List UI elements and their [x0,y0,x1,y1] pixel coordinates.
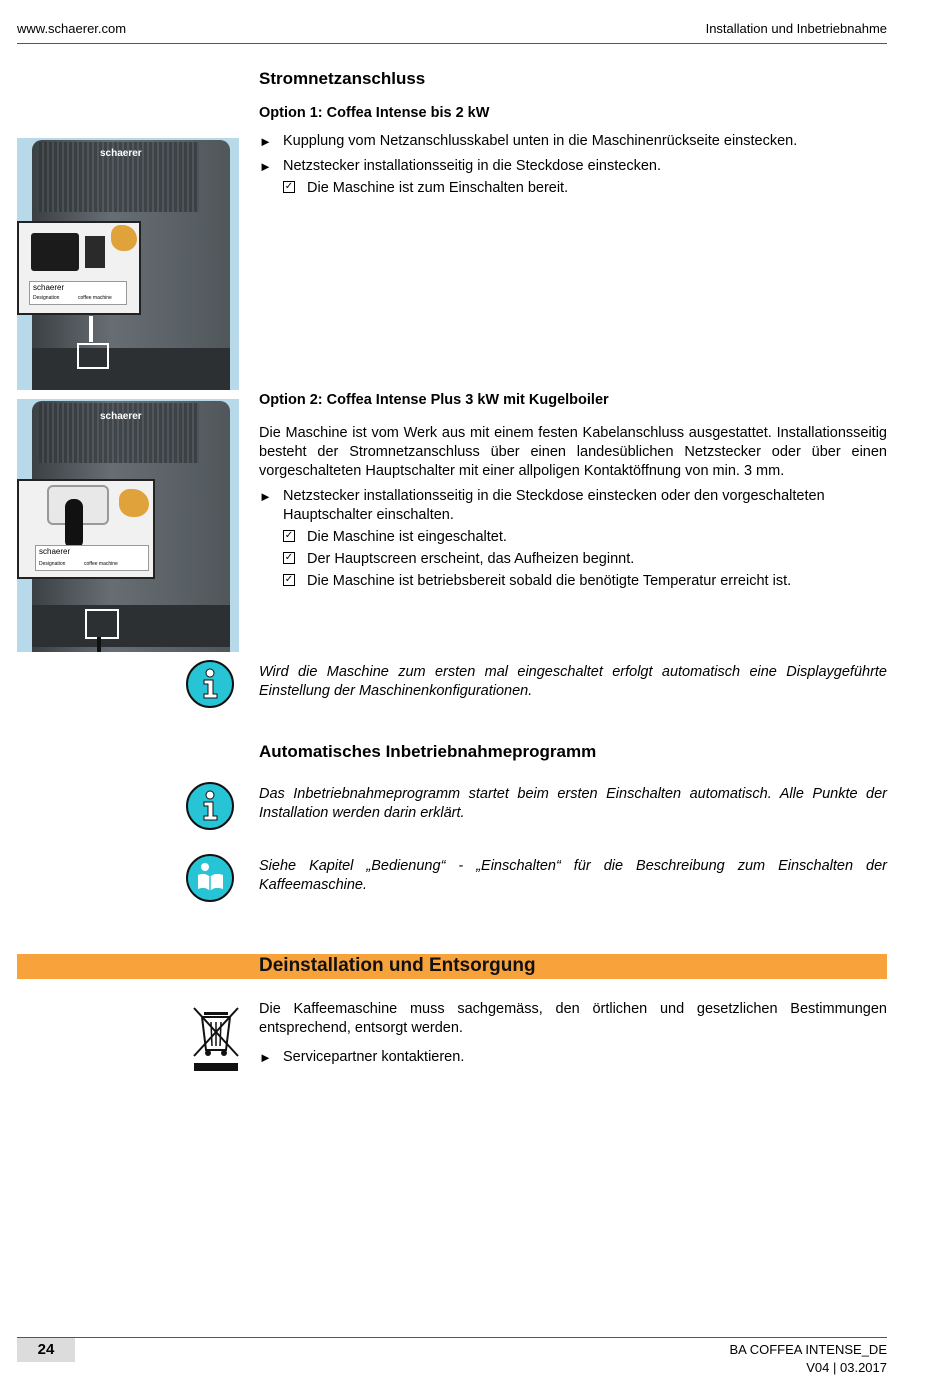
arrow-up-icon [89,316,93,342]
type-plate: schaerer Designation coffee machine [35,545,149,571]
info-icon [185,659,235,709]
weee-disposal-icon [190,1006,242,1072]
power-socket-inset [17,221,141,315]
section-title-stromnetz: Stromnetzanschluss [259,69,426,88]
option1-title: Option 1: Coffea Intense bis 2 kW [259,105,490,121]
manual-reference-note: Siehe Kapitel „Bedienung“ - „Einschalten“ für die Beschreibung zum Einschalten der Kaffeemaschine. [259,858,887,893]
header-rule [17,43,887,44]
footer-document-name: BA COFFEA INTENSE_DE [729,1342,887,1357]
option2-step-1: ► Netzstecker installationsseitig in die Steckdose einstecken oder den vorgeschalteten Hauptschalter einschalten. [259,488,825,523]
checkbox-checked-icon: ✓ [284,552,294,563]
checkbox-checked-icon: ✓ [284,574,294,585]
option1-result-1: ✓ Die Maschine ist zum Einschalten bereit. [284,180,569,196]
option2-result-1: ✓ Die Maschine ist eingeschaltet. [284,529,507,545]
checkbox-checked-icon: ✓ [284,181,294,192]
section-title-auto-setup: Automatisches Inbetriebnahmeprogramm [259,742,597,761]
type-plate: schaerer Designation coffee machine [29,281,127,305]
footer-rule [17,1337,887,1338]
pointing-hand-icon [111,225,137,251]
deinstallation-text: Die Kaffeemaschine muss sachgemäss, den örtlichen und gesetzlichen Bestimmungen entsprechend, entsorgt werden. [259,1001,887,1036]
brand-logo-text: schaerer [100,411,142,422]
footer-version: V04 | 03.2017 [806,1360,887,1375]
brand-logo-text: schaerer [100,148,142,159]
bullet-arrow-icon: ► [259,134,272,149]
section-banner-deinstallation [17,954,887,979]
section-title-deinstallation: Deinstallation und Entsorgung [259,955,536,976]
page-number: 24 [17,1338,75,1362]
option2-result-3: ✓ Die Maschine ist betriebsbereit sobald die benötigte Temperatur erreicht ist. [284,573,792,589]
cable-gland-inset [17,479,155,579]
info-icon [185,781,235,831]
info-note-auto-program: Das Inbetriebnahmeprogramm startet beim ersten Einschalten automatisch. Alle Punkte der Installation werden darin erklärt. [259,786,887,821]
option2-result-2: ✓ Der Hauptscreen erscheint, das Aufheizen beginnt. [284,551,635,567]
option1-step-2: ► Netzstecker installationsseitig in die Steckdose einstecken. [259,158,661,174]
deinstallation-step-1: ► Servicepartner kontaktieren. [259,1049,465,1065]
pointing-hand-icon [119,489,149,517]
read-manual-icon [185,853,235,903]
option2-title: Option 2: Coffea Intense Plus 3 kW mit Kugelboiler [259,392,609,408]
checkbox-checked-icon: ✓ [284,530,294,541]
bullet-arrow-icon: ► [259,489,272,504]
header-website[interactable]: www.schaerer.com [17,21,127,36]
option2-description: Die Maschine ist vom Werk aus mit einem festen Kabelanschluss ausgestattet. Installationsseitig besteht der Stromnetzanschluss über einen landesüblichen Netzstecker oder über einen vorgeschalteten Hauptschalter mit einer allpoligen Kontaktöffnung von min. 3 mm. [259,425,887,479]
bullet-arrow-icon: ► [259,1050,272,1065]
info-note-first-start: Wird die Maschine zum ersten mal eingeschaltet erfolgt automatisch eine Displaygeführte Einstellung der Maschinenkonfigurationen. [259,664,887,699]
header-chapter: Installation und Inbetriebnahme [705,21,887,36]
option1-step-1: ► Kupplung vom Netzanschlusskabel unten in die Maschinenrückseite einstecken. [259,133,798,149]
machine-photo-option1 [17,138,239,390]
machine-photo-option2 [17,399,239,652]
bullet-arrow-icon: ► [259,159,272,174]
